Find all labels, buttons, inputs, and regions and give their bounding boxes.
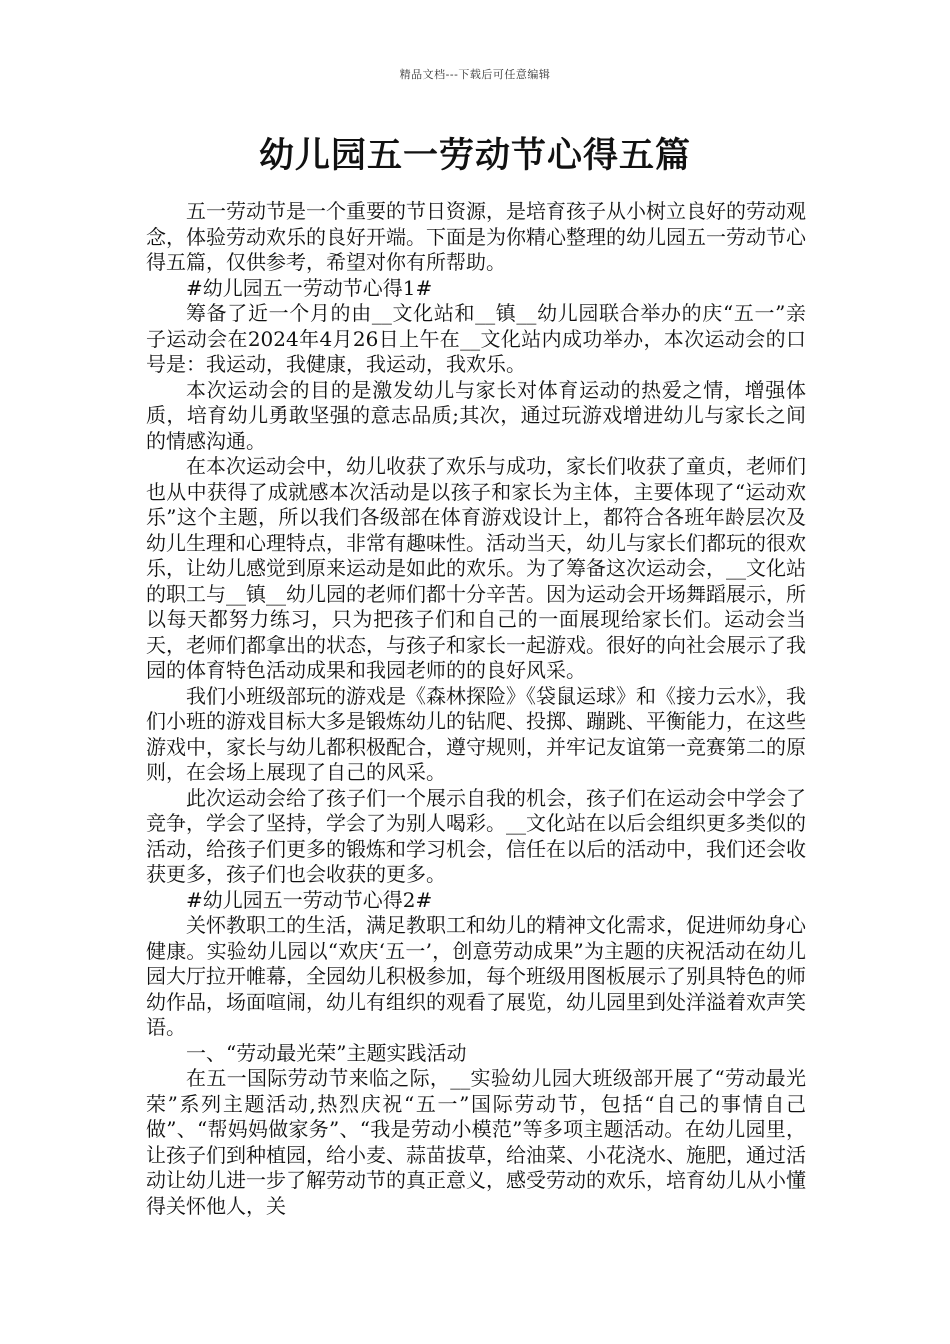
section-heading-1: #幼儿园五一劳动节心得1# [186,275,433,300]
paragraph: 我们小班级部玩的游戏是《森林探险》《袋鼠运球》和《接力云水》，我们小班的游戏目标大多是锻炼幼儿的钻爬、投掷、蹦跳、平衡能力，在这些游戏中，家长与幼儿都积极配合，遵守规则，并牢记友谊第一竞赛第二的原则，在会场上展现了自己的风采。 [146,683,806,784]
paragraph: 关怀教职工的生活，满足教职工和幼儿的精神文化需求，促进师幼身心健康。实验幼儿园以“欢庆‘五一’，创意劳动成果”为主题的庆祝活动在幼儿园大厅拉开帷幕，全园幼儿积极参加，每个班级用图板展示了别具特色的师幼作品，场面喧闹，幼儿有组织的观看了展览，幼儿园里到处洋溢着欢声笑语。 [146,913,806,1039]
page-header-note: 精品文档---下载后可任意编辑 [399,68,551,81]
paragraph: 本次运动会的目的是激发幼儿与家长对体育运动的热爱之情，增强体质，培育幼儿勇敢坚强的意志品质;其次，通过玩游戏增进幼儿与家长之间的情感沟通。 [146,377,806,453]
subsection-heading: 一、“劳动最光荣”主题实践活动 [186,1040,467,1065]
document-title: 幼儿园五一劳动节心得五篇 [258,136,691,176]
section-heading-2: #幼儿园五一劳动节心得2# [186,887,433,912]
paragraph: 在本次运动会中，幼儿收获了欢乐与成功，家长们收获了童贞，老师们也从中获得了成就感本次活动是以孩子和家长为主体，主要体现了“运动欢乐”这个主题，所以我们各级部在体育游戏设计上，都符合各班年龄层次及幼儿生理和心理特点，非常有趣味性。活动当天，幼儿与家长们都玩的很欢乐，让幼儿感觉到原来运动是如此的欢乐。为了筹备这次运动会，__文化站的职工与__镇__幼儿园的老师们都十分辛苦。因为运动会开场舞蹈展示，所以每天都努力练习，只为把孩子们和自己的一面展现给家长们。运动会当天，老师们都拿出的状态，与孩子和家长一起游戏。很好的向社会展示了我园的体育特色活动成果和我园老师的的良好风采。 [146,454,806,682]
document-body [146,199,806,1219]
paragraph: 筹备了近一个月的由__文化站和__镇__幼儿园联合举办的庆“五一”亲子运动会在2024年4月26日上午在__文化站内成功举办，本次运动会的口号是：我运动，我健康，我运动，我欢乐。 [146,301,806,376]
paragraph-intro: 五一劳动节是一个重要的节日资源，是培育孩子从小树立良好的劳动观念，体验劳动欢乐的良好开端。下面是为你精心整理的幼儿园五一劳动节心得五篇，仅供参考，希望对你有所帮助。 [146,199,806,274]
paragraph: 此次运动会给了孩子们一个展示自我的机会，孩子们在运动会中学会了竞争，学会了坚持，学会了为别人喝彩。__文化站在以后会组织更多类似的活动，给孩子们更多的锻炼和学习机会，信任在以后的活动中，我们还会收获更多，孩子们也会收获的更多。 [146,785,806,886]
paragraph: 在五一国际劳动节来临之际，__实验幼儿园大班级部开展了“劳动最光荣”系列主题活动,热烈庆祝“五一”国际劳动节，包括“自己的事情自己做”、“帮妈妈做家务”、“我是劳动小模范”等多项主题活动。在幼儿园里，让孩子们到种植园，给小麦、蒜苗拔草，给油菜、小花浇水、施肥，通过活动让幼儿进一步了解劳动节的真正意义，感受劳动的欢乐，培育幼儿从小懂得关怀他人，关 [146,1066,806,1218]
